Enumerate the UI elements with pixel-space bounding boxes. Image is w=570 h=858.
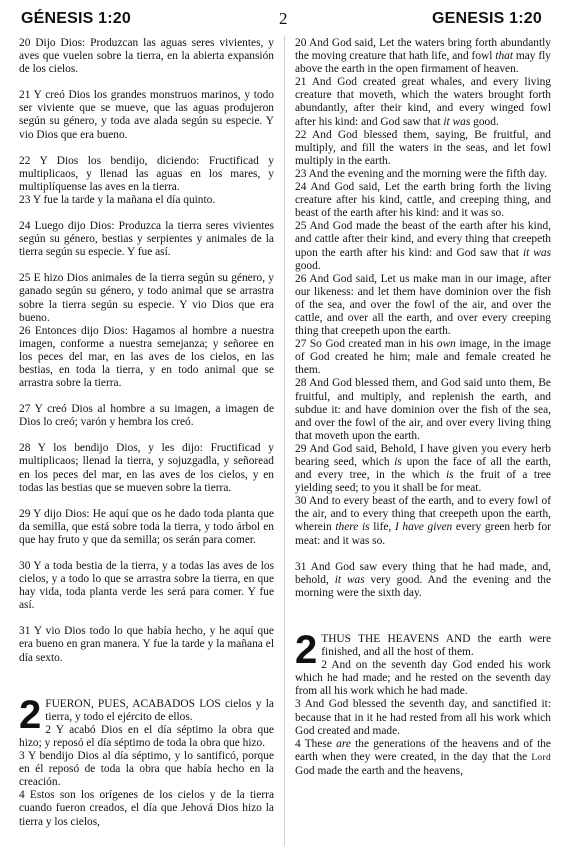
verse-26-es: 26 Entonces dijo Dios: Hagamos al hombre a nuestra imagen, conforme a nuestra semejanza; y señoree en los peces del mar, en las aves de los cielos, en las bestias, en toda la tierra, y en todo animal que se arrastra sobre la tierra. <box>19 324 274 390</box>
verse-29-en: 29 And God said, Behold, I have given you every herb bearing seed, which is upon the face of all the earth, and every tree, in the which is the fruit of a tree yielding seed; to you it shall be for meat. <box>295 442 552 495</box>
verse-20-en: 20 And God said, Let the waters bring forth abundantly the moving creature that hath life, and fowl that may fly above the earth in the open firmament of heaven. <box>295 37 551 76</box>
verse-2-4-en: 4 These are the generations of the heavens and of the earth when they were created, in the day that the Lord God made the earth and the heavens, <box>295 737 551 777</box>
spanish-column <box>19 37 274 829</box>
page-number: 2 <box>279 9 288 28</box>
verse-28-es: 28 Y los bendijo Dios, y les dijo: Fructificad y multiplicaos; llenad la tierra, y sojuzgadla, y señoread en los peces del mar, en las aves de los cielos, y en todas las bestias que se mueven sobre la tierra. <box>19 442 274 494</box>
verse-26-en: 26 And God said, Let us make man in our image, after our likeness: and let them have dominion over the fish of the sea, and over the fowl of the air, and over the cattle, and over all the earth, and over every creeping thing that creepeth upon the earth. <box>295 272 551 338</box>
verse-30-es: 30 Y a toda bestia de la tierra, y a todas las aves de los cielos, y a todo lo que se arrastra sobre la tierra, en que hay vida, toda planta verde les será para comer. Y fue así. <box>19 560 274 612</box>
verse-27-es: 27 Y creó Dios al hombre a su imagen, a imagen de Dios lo creó; varón y hembra los creó. <box>19 403 274 429</box>
verse-24-es: 24 Luego dijo Dios: Produzca la tierra seres vivientes según su género, bestias y serpientes y animales de la tierra según su especie. Y fue así. <box>19 220 274 259</box>
verse-28-en: 28 And God blessed them, and God said unto them, Be fruitful, and multiply, and replenish the earth, and subdue it: and have dominion over the fish of the sea, and over the fowl of the air, and over every living thing that moveth upon the earth. <box>295 377 551 442</box>
verse-22-es: 22 Y Dios los bendijo, diciendo: Fructificad y multiplicaos, y llenad las aguas en los mares, y multiplíquense las aves en la tierra. <box>19 154 274 193</box>
page-header <box>0 6 570 32</box>
verse-2-2-es: 2 Y acabó Dios en el día séptimo la obra que hizo; y reposó el día séptimo de toda la obra que hizo. <box>19 723 274 749</box>
verse-24-en: 24 And God said, Let the earth bring forth the living creature after his kind, cattle, and creeping thing, and beast of the earth after his kind: and it was so. <box>295 181 551 220</box>
chapter-2-en <box>295 633 551 778</box>
verse-2-3-es: 3 Y bendijo Dios al día séptimo, y lo santificó, porque en él reposó de toda la obra que había hecho en la creación. <box>19 750 274 789</box>
verse-2-1-es: FUERON, PUES, ACABADOS LOS cielos y la tierra, y todo el ejército de ellos. <box>45 697 274 723</box>
verse-31-es: 31 Y vio Dios todo lo que había hecho, y he aquí que era bueno en gran manera. Y fue la tarde y la mañana el día sexto. <box>19 625 274 664</box>
verse-20-es: 20 Dijo Dios: Produzcan las aguas seres vivientes, y aves que vuelen sobre la tierra, en la abierta expansión de los cielos. <box>19 37 274 76</box>
chapter-number-en: 2 <box>295 632 318 672</box>
verse-22-en: 22 And God blessed them, saying, Be fruitful, and multiply, and fill the waters in the seas, and let fowl multiply in the earth. <box>295 128 551 167</box>
verse-21-en: 21 And God created great whales, and every living creature that moveth, which the waters brought forth abundantly, after their kind, and every winged fowl after his kind: and God saw that it was good. <box>295 76 551 128</box>
verse-2-3-en: 3 And God blessed the seventh day, and sanctified it: because that in it he had rested from all his work which God created and made. <box>295 698 551 737</box>
chapter-2-es <box>19 698 274 829</box>
verse-21-es: 21 Y creó Dios los grandes monstruos marinos, y todo ser viviente que se mueve, que las aguas produjeron según su género, y toda ave alada según su especie. Y vio Dios que era bueno. <box>19 89 274 141</box>
verse-2-1-en: THUS THE HEAVENS AND the earth were finished, and all the host of them. <box>321 632 551 659</box>
verse-25-es: 25 E hizo Dios animales de la tierra según su género, y ganado según su género, y todo animal que se arrastra sobre la tierra según su especie. Y vio Dios que era bueno. <box>19 272 274 324</box>
verse-27-en: 27 So God created man in his own image, in the image of God created he him; male and female created he them. <box>295 338 551 377</box>
verse-23-en: 23 And the evening and the morning were the fifth day. <box>295 167 547 180</box>
verse-2-4-es: 4 Estos son los orígenes de los cielos y de la tierra cuando fueron creados, el día que Jehová Dios hizo la tierra y los cielos, <box>19 789 274 828</box>
chapter-number-es: 2 <box>19 697 42 737</box>
column-divider <box>284 36 285 846</box>
header-right-reference: GENESIS 1:20 <box>431 10 542 27</box>
verse-29-es: 29 Y dijo Dios: He aquí que os he dado toda planta que da semilla, que está sobre toda la tierra, y todo árbol en que hay fruto y que da semilla; os serán para comer. <box>19 507 274 546</box>
header-left-reference: GÉNESIS 1:20 <box>21 10 132 27</box>
verse-30-en: 30 And to every beast of the earth, and to every fowl of the air, and to every thing that creepeth upon the earth, wherein there is life, I have given every green herb for meat: and it was so. <box>295 495 551 547</box>
verse-31-en: 31 And God saw every thing that he had made, and, behold, it was very good. And the evening and the morning were the sixth day. <box>295 560 552 599</box>
verse-23-es: 23 Y fue la tarde y la mañana el día quinto. <box>19 193 216 206</box>
verse-25-en: 25 And God made the beast of the earth after his kind, and cattle after their kind, and every thing that creepeth upon the earth after his kind: and God saw that it was good. <box>295 220 551 272</box>
english-column <box>295 37 551 778</box>
verse-2-2-en: 2 And on the seventh day God ended his work which he had made; and he rested on the seventh day from all his work which he had made. <box>295 659 551 698</box>
